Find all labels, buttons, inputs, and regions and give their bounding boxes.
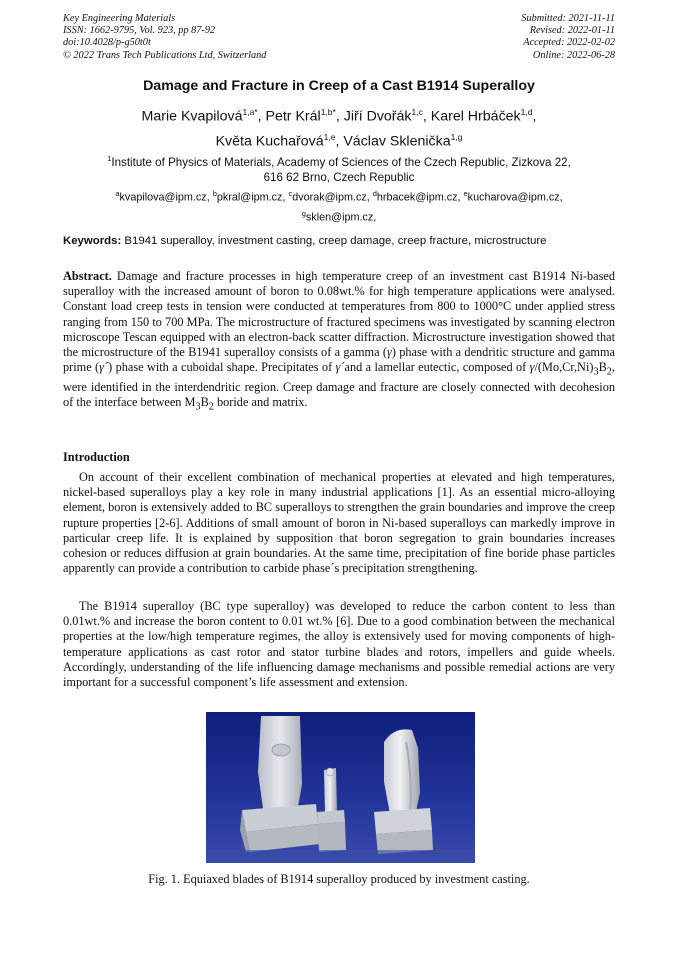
keywords-text: B1941 superalloy, investment casting, creep damage, creep fracture, microstructure bbox=[121, 235, 547, 247]
email-address: pkral@ipm.cz, bbox=[216, 191, 289, 204]
email-sup: c bbox=[288, 189, 293, 198]
keywords bbox=[63, 235, 623, 247]
online-date: Online: 2022-06-28 bbox=[532, 49, 615, 61]
author-line-1 bbox=[0, 102, 678, 127]
author-sep: , bbox=[532, 108, 537, 125]
figure-caption: Fig. 1. Equiaxed blades of B1914 superalloy produced by investment casting. bbox=[148, 872, 530, 886]
doi: doi:10.4028/p-g50t0t bbox=[63, 37, 151, 49]
author-sup: 1,b* bbox=[320, 107, 336, 117]
abstract-text: , were identified in the interdendritic region. Creep damage and fracture are closely connected with decohesion of the interface between M bbox=[63, 360, 615, 410]
abstract-text: and a lamellar eutectic, composed of bbox=[344, 360, 530, 375]
email-address: sklen@ipm.cz, bbox=[305, 211, 377, 224]
abstract-text: Damage and fracture processes in high temperature creep of an investment cast B1914 Ni-based superalloy with the increased amount of boron to 0.08wt.% for high temperature applications were analysed. Constant load creep tests in tension were conducted at temperatures from 800 to 1000°C under applied stress ranging from 150 to 700 MPa. The microstructure of fractured specimens was investigated by scanning electron microscope Tescan equipped with an electron-back scatter diffraction. Microstructure investigation showed that the microstructure of the B1941 superalloy consists of a gamma ( bbox=[63, 269, 615, 360]
author-sup: 1,d bbox=[520, 107, 533, 117]
issn: ISSN: 1662-9795, Vol. 923, pp 87-92 bbox=[63, 25, 216, 37]
author-sep: , bbox=[335, 133, 344, 150]
affiliation-line-1: Institute of Physics of Materials, Academy of Sciences of the Czech Republic, Zizkova 22, bbox=[111, 155, 571, 169]
author-sup: 1,g bbox=[450, 131, 463, 142]
affiliation-line-2: 616 62 Brno, Czech Republic bbox=[263, 170, 415, 184]
email-address: hrbacek@ipm.cz, bbox=[376, 191, 464, 204]
affiliation-sup: 1 bbox=[107, 154, 112, 163]
author-name: Květa Kuchařová bbox=[215, 133, 324, 150]
abstract-symbol: γ bbox=[529, 360, 535, 375]
journal-header-right bbox=[521, 13, 615, 62]
author-list bbox=[0, 102, 678, 151]
author-sep: , bbox=[335, 108, 344, 125]
email-sup: b bbox=[212, 189, 217, 198]
author-name: Jiří Dvořák bbox=[343, 108, 412, 125]
keywords-label: Keywords: bbox=[63, 235, 122, 247]
journal-header-left bbox=[63, 13, 266, 62]
affiliation bbox=[0, 151, 678, 185]
author-line-2 bbox=[0, 127, 678, 152]
accepted-date: Accepted: 2022-02-02 bbox=[523, 37, 615, 49]
author-name: Marie Kvapilová bbox=[141, 108, 243, 125]
email-address: dvorak@ipm.cz, bbox=[292, 191, 373, 204]
section-heading-introduction: Introduction bbox=[63, 450, 130, 464]
author-name: Petr Král bbox=[265, 108, 321, 125]
author-sep: , bbox=[422, 108, 431, 125]
abstract bbox=[63, 269, 615, 415]
journal-name: Key Engineering Materials bbox=[63, 13, 176, 24]
abstract-subscript: 3 bbox=[593, 366, 599, 378]
intro-paragraph-2: The B1914 superalloy (BC type superalloy) was developed to reduce the carbon content to less than 0.01wt.% and increase the boron content to 0.01 wt.% [6]. Due to a good combination between the mechanical properties at the low/high temperature regimes, the alloy is extensively used for moving components of high-temperature applications as cast rotor and stator turbine blades and rotors, impellers and guide wheels. Accordingly, understanding of the life influencing damage mechanisms and possible remedial actions are very important for a successful component’s life assessment and extension. bbox=[63, 599, 615, 690]
intro-paragraph-1: On account of their excellent combination of mechanical properties at elevated and high temperatures, nickel-based superalloys play a key role in many industrial applications [1]. As an essential micro-alloying element, boron is extensively added to BC superalloys to strengthen the grain boundaries and improve the creep rupture properties [2-6]. Additions of small amount of boron in Ni-based superalloys can markedly improve in particular creep life. It is explained by supposition that boron segregation to grain boundaries increases cohesion or reduces diffusion at grain boundaries. At the same time, precipitation of fine boride phase particles apparently can provide a contribution to carbide phase´s precipitation strengthening. bbox=[63, 470, 615, 576]
abstract-text: boride and matrix. bbox=[213, 395, 308, 410]
author-name: Karel Hrbáček bbox=[430, 108, 521, 125]
email-sup: a bbox=[115, 189, 120, 198]
author-sup: 1,a* bbox=[242, 107, 258, 117]
photo-table-surface bbox=[206, 850, 475, 863]
abstract-text: /(Mo,Cr,Ni) bbox=[534, 360, 594, 375]
author-name: Václav Sklenička bbox=[343, 133, 451, 150]
email-sup: g bbox=[301, 208, 306, 218]
paper-title: Damage and Fracture in Creep of a Cast B1914 Superalloy bbox=[143, 78, 535, 94]
author-sup: 1,e bbox=[323, 131, 336, 142]
turbine-blades-photo bbox=[206, 712, 475, 863]
email-sup: e bbox=[463, 189, 468, 198]
abstract-label: Abstract. bbox=[63, 269, 112, 283]
revised-date: Revised: 2022-01-11 bbox=[529, 25, 615, 37]
abstract-subscript: 3 bbox=[195, 401, 201, 413]
abstract-text: ) phase with a dendritic structure and gamma prime ( bbox=[63, 345, 615, 375]
abstract-symbol: γ´ bbox=[335, 360, 345, 375]
abstract-text: B bbox=[200, 395, 209, 410]
author-sep: , bbox=[257, 108, 266, 125]
email-address: kvapilova@ipm.cz, bbox=[119, 191, 213, 204]
abstract-subscript: 2 bbox=[606, 366, 612, 378]
copyright: © 2022 Trans Tech Publications Ltd, Switzerland bbox=[63, 49, 267, 61]
email-sup: d bbox=[372, 189, 377, 198]
submitted-date: Submitted: 2021-11-11 bbox=[521, 13, 615, 24]
abstract-subscript: 2 bbox=[208, 401, 214, 413]
abstract-text: ) phase with a cuboidal shape. Precipitates of bbox=[108, 360, 336, 375]
email-list bbox=[0, 186, 678, 225]
author-sup: 1,c bbox=[411, 107, 423, 117]
email-address: kucharova@ipm.cz, bbox=[467, 191, 563, 204]
abstract-symbol: γ bbox=[386, 345, 392, 360]
abstract-symbol: γ´ bbox=[99, 360, 109, 375]
abstract-text: B bbox=[598, 360, 607, 375]
